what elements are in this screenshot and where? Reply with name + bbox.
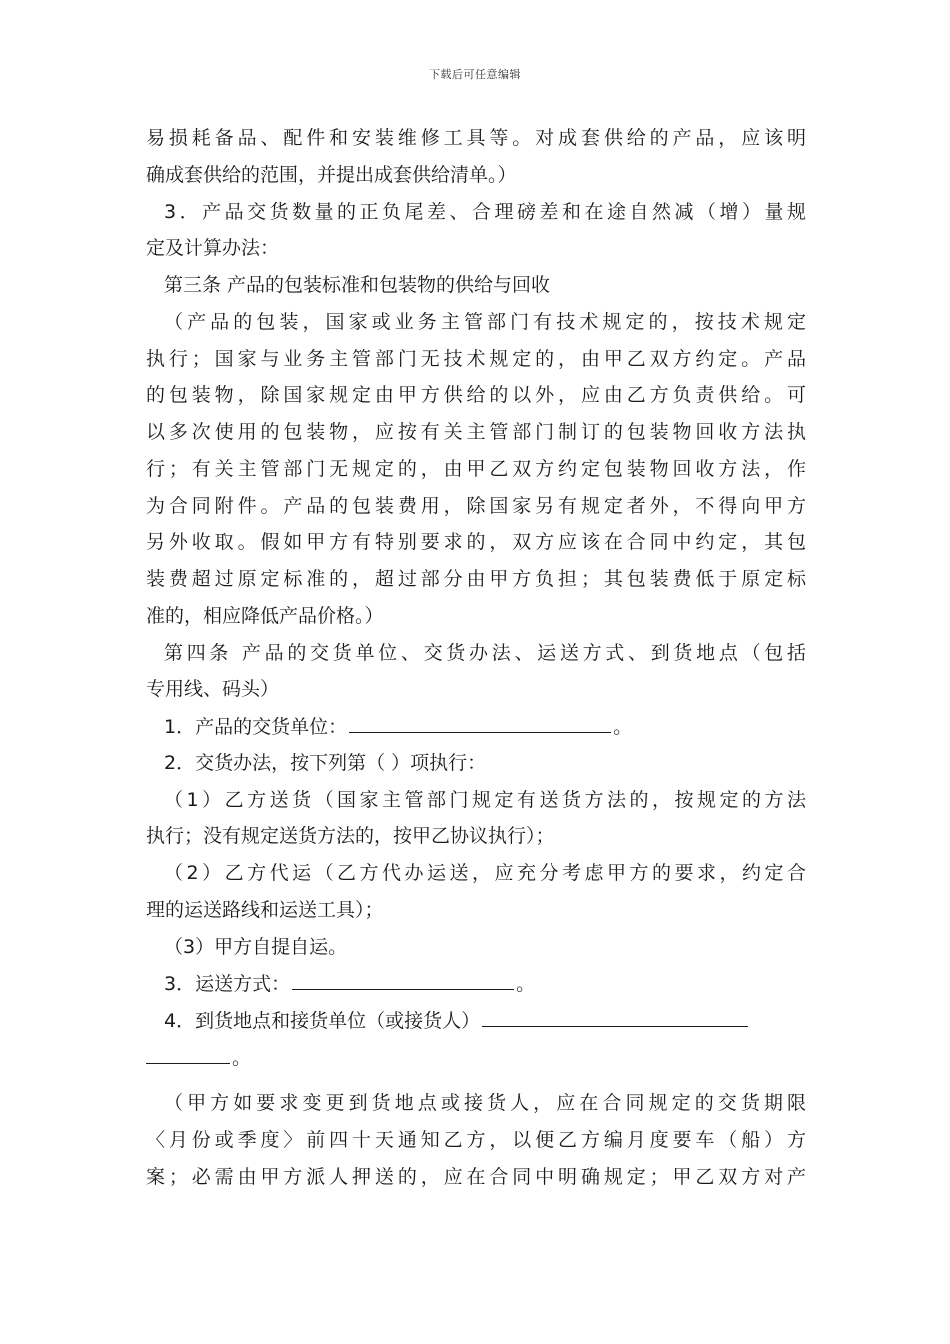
text-line: 定及计算办法：: [146, 237, 280, 259]
text-line: 〈月份或季度〉前四十天通知乙方，以便乙方编月度要车（船）方: [146, 1129, 806, 1151]
text-line: 执行；国家与业务主管部门无技术规定的，由甲乙双方约定。产品: [146, 348, 806, 370]
text-line: 易损耗备品、配件和安装维修工具等。对成套供给的产品，应该明: [146, 127, 806, 149]
text-line: 准的，相应降低产品价格。）: [146, 605, 384, 627]
text-line: 以多次使用的包装物，应按有关主管部门制订的包装物回收方法执: [146, 421, 806, 443]
line-end-punct: 。: [516, 973, 536, 995]
destination-label: 4．到货地点和接货单位（或接货人）: [164, 1010, 481, 1032]
text-line: 专用线、码头）: [146, 678, 280, 700]
text-line: 另外收取。假如甲方有特别要求的，双方应该在合同中约定，其包: [146, 531, 806, 553]
text-line: 2．交货办法，按下列第（ ）项执行：: [164, 752, 487, 774]
section-heading-article-4: 第四条 产品的交货单位、交货办法、运送方式、到货地点（包括: [164, 642, 806, 664]
text-line: 为合同附件。产品的包装费用，除国家另有规定者外，不得向甲方: [146, 495, 806, 517]
section-heading-article-3: 第三条 产品的包装标准和包装物的供给与回收: [164, 274, 551, 296]
page-header: 下载后可任意编辑: [429, 68, 521, 81]
text-line: 装费超过原定标准的，超过部分由甲方负担；其包装费低于原定标: [146, 568, 806, 590]
destination-line-cont: [146, 1045, 251, 1069]
destination-blank-cont[interactable]: [146, 1045, 230, 1064]
text-line: （产品的包装，国家或业务主管部门有技术规定的，按技术规定: [164, 311, 806, 333]
transport-mode-label: 3．运送方式：: [164, 973, 291, 995]
text-line: 确成套供给的范围，并提出成套供给清单。）: [146, 164, 517, 186]
delivery-unit-blank[interactable]: [349, 714, 611, 733]
text-line: 案；必需由甲方派人押送的，应在合同中明确规定；甲乙双方对产: [146, 1166, 806, 1188]
text-line: （1）乙方送货（国家主管部门规定有送货方法的，按规定的方法: [164, 789, 806, 811]
text-line: （甲方如要求变更到货地点或接货人，应在合同规定的交货期限: [164, 1092, 806, 1114]
text-line: 3．产品交货数量的正负尾差、合理磅差和在途自然减（增）量规: [164, 201, 806, 223]
text-line: 的包装物，除国家规定由甲方供给的以外，应由乙方负责供给。可: [146, 384, 806, 406]
line-end-punct: 。: [232, 1047, 252, 1069]
text-line: 行；有关主管部门无规定的，由甲乙双方约定包装物回收方法，作: [146, 458, 806, 480]
destination-line: [164, 1008, 750, 1032]
delivery-unit-label: 1．产品的交货单位：: [164, 716, 348, 738]
text-line: （3）甲方自提自运。: [164, 936, 348, 958]
text-line: 执行；没有规定送货方法的，按甲乙协议执行）；: [146, 825, 555, 847]
text-line: 理的运送路线和运送工具）；: [146, 899, 384, 921]
delivery-unit-line: [164, 714, 632, 738]
text-line: （2）乙方代运（乙方代办运送，应充分考虑甲方的要求，约定合: [164, 862, 806, 884]
line-end-punct: 。: [613, 716, 633, 738]
destination-blank[interactable]: [482, 1008, 748, 1027]
transport-mode-line: [164, 971, 535, 995]
transport-mode-blank[interactable]: [292, 971, 514, 990]
